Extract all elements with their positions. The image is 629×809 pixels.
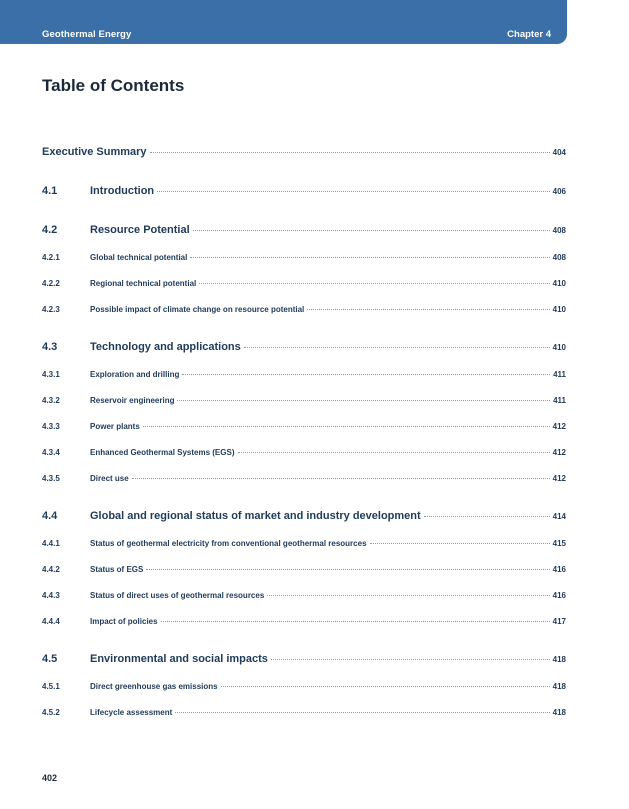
toc-dot-leader xyxy=(190,257,549,258)
running-header-title: Geothermal Energy xyxy=(42,29,132,40)
toc-entry-page: 414 xyxy=(552,512,566,521)
toc-entry-title: Enhanced Geothermal Systems (EGS) xyxy=(90,448,235,457)
toc-entry-number: 4.3.3 xyxy=(42,422,60,431)
toc-entry-number: 4.4.1 xyxy=(42,539,60,548)
toc-entry-4-4-2[interactable] xyxy=(42,565,566,574)
running-header-chapter: Chapter 4 xyxy=(507,29,551,40)
toc-entry-page: 412 xyxy=(552,448,566,457)
toc-entry-number: 4.1 xyxy=(42,185,58,197)
toc-entry-executive-summary[interactable] xyxy=(42,146,566,158)
toc-entry-page: 411 xyxy=(553,396,566,405)
toc-dot-leader xyxy=(370,543,550,544)
toc-entry-title: Status of geothermal electricity from conventional geothermal resources xyxy=(90,539,367,548)
toc-entry-title: Possible impact of climate change on resource potential xyxy=(90,305,305,314)
toc-entry-4-3-2[interactable] xyxy=(42,396,566,405)
toc-dot-leader xyxy=(193,230,550,231)
toc-dot-leader xyxy=(244,347,550,348)
toc-entry-title: Global and regional status of market and industry development xyxy=(90,510,421,522)
toc-entry-4-2[interactable] xyxy=(42,224,566,236)
toc-entry-4-4-1[interactable] xyxy=(42,539,566,548)
toc-entry-title: Introduction xyxy=(90,185,155,197)
toc-entry-page: 411 xyxy=(553,370,566,379)
toc-entry-title: Environmental and social impacts xyxy=(90,653,268,665)
toc-entry-number: 4.3.4 xyxy=(42,448,60,457)
toc-entry-number: 4.3.2 xyxy=(42,396,60,405)
toc-entry-page: 418 xyxy=(552,682,566,691)
toc-entry-number: 4.4.2 xyxy=(42,565,60,574)
toc-entry-title: Status of EGS xyxy=(90,565,144,574)
toc-entry-page: 415 xyxy=(552,539,566,548)
toc-entry-page: 418 xyxy=(552,655,566,664)
toc-entry-number: 4.4.4 xyxy=(42,617,60,626)
toc-dot-leader xyxy=(267,595,549,596)
toc-entry-4-4-4[interactable] xyxy=(42,617,566,626)
toc-entry-page: 418 xyxy=(552,708,566,717)
toc-entry-number: 4.3.5 xyxy=(42,474,60,483)
toc-entry-title: Global technical potential xyxy=(90,253,188,262)
toc-entry-number: 4.5 xyxy=(42,653,58,665)
toc-dot-leader xyxy=(175,712,549,713)
toc-entry-title: Direct greenhouse gas emissions xyxy=(90,682,218,691)
toc-entry-page: 408 xyxy=(552,253,566,262)
toc-entry-title: Status of direct uses of geothermal resources xyxy=(90,591,265,600)
toc-entry-title: Impact of policies xyxy=(90,617,158,626)
toc-dot-leader xyxy=(238,452,550,453)
toc-entry-title: Power plants xyxy=(90,422,140,431)
toc-dot-leader xyxy=(182,374,550,375)
page-title: Table of Contents xyxy=(42,76,185,95)
toc-entry-4-3[interactable] xyxy=(42,341,566,353)
toc-entry-number: 4.3.1 xyxy=(42,370,60,379)
toc-entry-page: 404 xyxy=(552,148,566,157)
toc-entry-page: 406 xyxy=(552,187,566,196)
toc-entry-4-1[interactable] xyxy=(42,185,566,197)
toc-entry-page: 417 xyxy=(552,617,566,626)
toc-entry-4-3-5[interactable] xyxy=(42,474,566,483)
toc-entry-4-2-2[interactable] xyxy=(42,279,566,288)
toc-entry-title: Lifecycle assessment xyxy=(90,708,173,717)
toc-entry-4-2-1[interactable] xyxy=(42,253,566,262)
toc-entry-number: 4.5.2 xyxy=(42,708,60,717)
toc-entry-number: 4.4.3 xyxy=(42,591,60,600)
toc-entry-title: Resource Potential xyxy=(90,224,190,236)
toc-entry-page: 412 xyxy=(552,474,566,483)
toc-entry-4-4-3[interactable] xyxy=(42,591,566,600)
toc-dot-leader xyxy=(157,191,549,192)
toc-entry-title: Direct use xyxy=(90,474,129,483)
toc-entry-page: 410 xyxy=(552,343,566,352)
toc-dot-leader xyxy=(199,283,549,284)
toc-entry-4-5-2[interactable] xyxy=(42,708,566,717)
toc-dot-leader xyxy=(221,686,550,687)
toc-dot-leader xyxy=(307,309,549,310)
toc-entry-page: 410 xyxy=(552,305,566,314)
toc-entry-title: Technology and applications xyxy=(90,341,241,353)
toc-entry-number: 4.5.1 xyxy=(42,682,60,691)
toc-dot-leader xyxy=(424,516,550,517)
toc-dot-leader xyxy=(146,569,549,570)
toc-entry-page: 410 xyxy=(552,279,566,288)
toc-dot-leader xyxy=(271,659,550,660)
toc-entry-4-5[interactable] xyxy=(42,653,566,665)
toc-entry-number: 4.2 xyxy=(42,224,58,236)
toc-dot-leader xyxy=(150,152,550,153)
toc-entry-page: 416 xyxy=(552,565,566,574)
toc-entry-title: Reservoir engineering xyxy=(90,396,175,405)
toc-entry-number: 4.2.3 xyxy=(42,305,60,314)
toc-entry-page: 416 xyxy=(552,591,566,600)
toc-entry-number: 4.2.2 xyxy=(42,279,60,288)
toc-entry-4-3-1[interactable] xyxy=(42,370,566,379)
toc-entry-page: 408 xyxy=(552,226,566,235)
toc-entry-title: Exploration and drilling xyxy=(90,370,180,379)
toc-dot-leader xyxy=(161,621,550,622)
toc-entry-4-4[interactable] xyxy=(42,510,566,522)
toc-entry-title: Regional technical potential xyxy=(90,279,197,288)
toc-entry-number: 4.4 xyxy=(42,510,58,522)
toc-entry-number: 4.3 xyxy=(42,341,58,353)
toc-dot-leader xyxy=(132,478,550,479)
toc-entry-number: 4.2.1 xyxy=(42,253,60,262)
toc-entry-4-2-3[interactable] xyxy=(42,305,566,314)
toc-entry-4-3-4[interactable] xyxy=(42,448,566,457)
toc-dot-leader xyxy=(177,400,550,401)
toc-entry-4-3-3[interactable] xyxy=(42,422,566,431)
toc-dot-leader xyxy=(143,426,550,427)
toc-entry-4-5-1[interactable] xyxy=(42,682,566,691)
toc-entry-title: Executive Summary xyxy=(42,146,147,158)
header-band xyxy=(0,0,567,44)
page-number: 402 xyxy=(42,773,58,783)
toc-entry-page: 412 xyxy=(552,422,566,431)
